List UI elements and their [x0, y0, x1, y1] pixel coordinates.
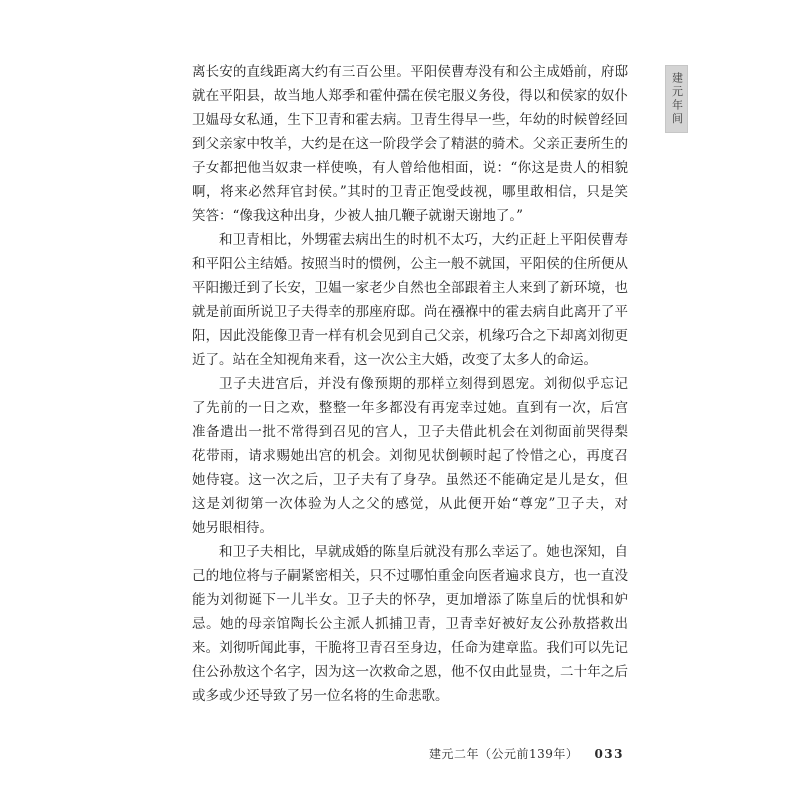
- body-text: [192, 60, 628, 708]
- text-line: 了先前的一日之欢，整整一年多都没有再宠幸过她。直到有一次，后宫: [192, 400, 628, 416]
- text-line: 或多或少还导致了另一位名将的生命悲歌。: [192, 688, 449, 704]
- text-line: 就在平阳县，故当地人郑季和霍仲孺在侯宅服义务役，得以和侯家的奴仆: [192, 88, 628, 104]
- text-line: 她侍寝。这一次之后，卫子夫有了身孕。虽然还不能确定是儿是女，但: [192, 472, 628, 488]
- text-line: 这是刘彻第一次体验为人之父的感觉，从此便开始“尊宠”卫子夫，对: [192, 496, 628, 512]
- page-footer: [192, 745, 624, 762]
- text-line: 阳，因此没能像卫青一样有机会见到自己父亲，机缘巧合之下却离刘彻更: [192, 328, 628, 344]
- text-line: 子女都把他当奴隶一样使唤，有人曾给他相面，说：“你这是贵人的相貌: [192, 160, 628, 176]
- text-line: 和卫青相比，外甥霍去病出生的时机不太巧，大约正赶上平阳侯曹寿: [219, 232, 628, 248]
- text-line: 来。刘彻听闻此事，干脆将卫青召至身边，任命为建章监。我们可以先记: [192, 640, 628, 656]
- text-line: 和平阳公主结婚。按照当时的惯例，公主一般不就国，平阳侯的住所便从: [192, 256, 628, 272]
- text-line: 就是前面所说卫子夫得幸的那座府邸。尚在襁褓中的霍去病自此离开了平: [192, 304, 628, 320]
- text-line: 卫子夫进宫后，并没有像预期的那样立刻得到恩宠。刘彻似乎忘记: [219, 376, 628, 392]
- text-line: 花带雨，请求赐她出宫的机会。刘彻见状倒顿时起了怜惜之心，再度召: [192, 448, 628, 464]
- paragraph: [192, 540, 628, 708]
- text-line: 她另眼相待。: [192, 520, 273, 536]
- text-line: 卫媪母女私通，生下卫青和霍去病。卫青生得早一些，年幼的时候曾经回: [192, 112, 628, 128]
- text-line: 能为刘彻诞下一儿半女。卫子夫的怀孕，更加增添了陈皇后的忧惧和妒: [192, 592, 628, 608]
- running-title: 建元二年（公元前139年）: [429, 747, 579, 761]
- chapter-margin-tab: 建元年间: [665, 65, 688, 133]
- text-line: 己的地位将与子嗣紧密相关，只不过哪怕重金向医者遍求良方，也一直没: [192, 568, 628, 584]
- paragraph: [192, 228, 628, 372]
- text-line: 近了。站在全知视角来看，这一次公主大婚，改变了太多人的命运。: [192, 352, 597, 368]
- text-line: 平阳搬迁到了长安，卫媪一家老少自然也全部跟着主人来到了新环境，也: [192, 280, 628, 296]
- paragraph: [192, 60, 628, 228]
- text-line: 离长安的直线距离大约有三百公里。平阳侯曹寿没有和公主成婚前，府邸: [192, 64, 628, 80]
- text-line: 住公孙敖这个名字，因为这一次救命之恩，他不仅由此显贵，二十年之后: [192, 664, 628, 680]
- page-number: 033: [594, 747, 624, 761]
- text-line: 和卫子夫相比，早就成婚的陈皇后就没有那么幸运了。她也深知，自: [219, 544, 628, 560]
- text-line: 啊，将来必然拜官封侯。”其时的卫青正饱受歧视，哪里敢相信，只是笑: [192, 184, 628, 200]
- paragraph: [192, 372, 628, 540]
- text-line: 到父亲家中牧羊，大约是在这一阶段学会了精湛的骑术。父亲正妻所生的: [192, 136, 628, 152]
- text-line: 准备遣出一批不常得到召见的宫人，卫子夫借此机会在刘彻面前哭得梨: [192, 424, 628, 440]
- text-line: 笑答：“像我这种出身，少被人抽几鞭子就谢天谢地了。”: [192, 208, 524, 224]
- text-line: 忌。她的母亲馆陶长公主派人抓捕卫青，卫青幸好被好友公孙敖搭救出: [192, 616, 628, 632]
